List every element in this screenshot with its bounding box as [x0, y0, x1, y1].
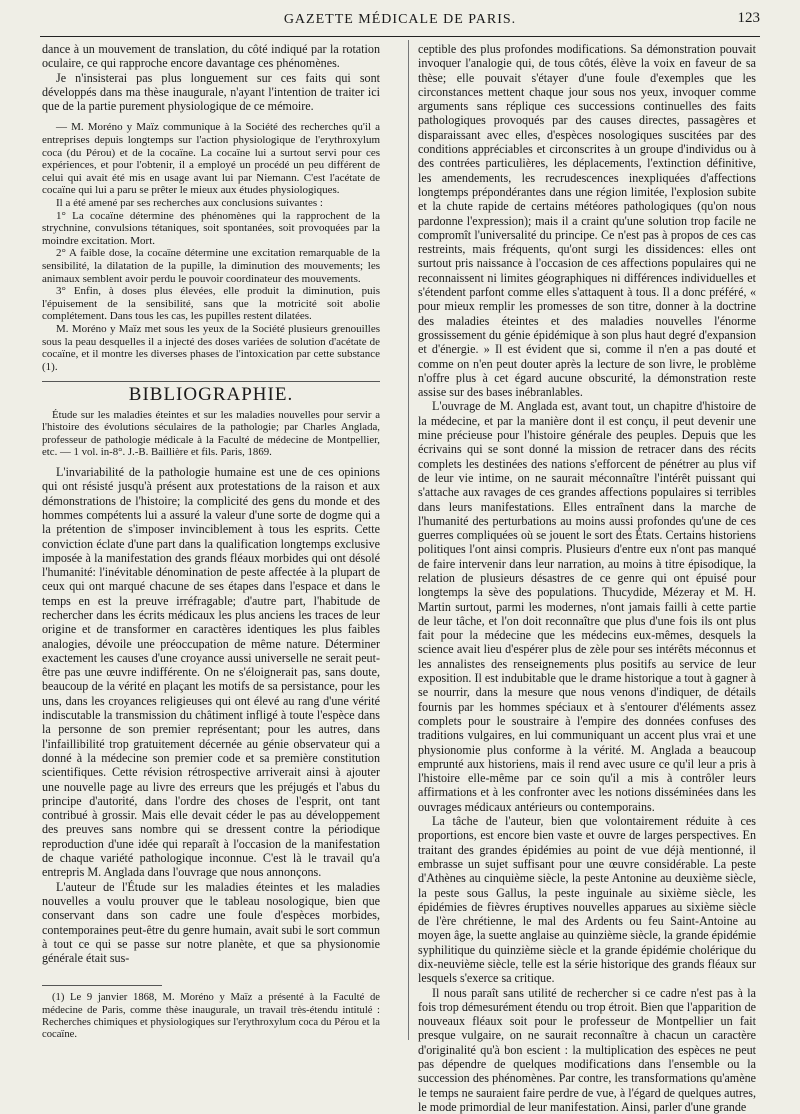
page-header — [40, 8, 760, 37]
page-number: 123 — [737, 10, 760, 26]
paragraph: L'ouvrage de M. Anglada est, avant tout, un chapitre d'histoire de la médecine, et par la manière dont il est conçu, il peut devenir une mine précieuse pour l'histoire générale des peuples. Depuis que les écrivains qui se sont donné la mission de retracer dans des récits complets les destinées des nations s'efforcent de pénétrer au plus vif de leur vie intime, on ne saurait méconnaître l'intérêt puissant qui s'attache aux ravages de ces grandes affections populaires si terribles dans leurs manifestations. Elles entraînent dans la marche de l'humanité des perturbations au moins aussi profondes qu'une de ces guerres compliquées où se jouent le sort des États. Certains historiens politiques l'ont ainsi compris. Plusieurs d'entre eux n'ont pas manqué de faire intervenir dans leur narration, au moins à titre épisodique, la relation de plusieurs désastres de ce genre qui ont épuisé pour longtemps la sève des populations. Thucydide, Mézeray et M. H. Martin surtout, parmi les modernes, n'ont jamais failli à cette partie de leur tâche, et l'on doit reconnaître que plus d'une fois ils ont plus fait pour la médecine que les médecins eux-mêmes, desquels la science avait lieu d'espérer plus de zèle pour ses intérêts méconnus et les annalistes des renseignements plus positifs au service de leur exposition. Il est indubitable que le drame historique a tout à gagner à se nourrir, dans la mesure que nous venons d'indiquer, de détails fournis par les hommes spéciaux et à s'entourer d'éléments assez complets pour le soustraire à l'empire des données confuses des traditions vulgaires, en lui communiquant un accent plus vrai et une physionomie plus conforme à la vérité. M. Anglada a beaucoup emprunté aux historiens, mais il rend avec usure ce qu'il leur a pris à l'histoire elle-même par ce soin qu'il a mis à contrôler leurs affirmations et à les confronter avec les notions disséminées dans les ouvrages médicaux antérieurs ou contemporains. — [418, 399, 756, 814]
paragraph: L'auteur de l'Étude sur les maladies éteintes et les maladies nouvelles a voulu prouver que le tableau nosologique, bien que conservant dans son cadre une foule d'espèces morbides, contemporaines peut-être du genre humain, avait subi le sort commun à tout ce qui se passe sur notre planète, et que sa physionomie générale était sus- — [42, 879, 380, 966]
column-divider — [408, 40, 409, 1040]
paragraph: Il nous paraît sans utilité de rechercher si ce cadre n'est pas à la fois trop démesurément étendu ou trop étroit. Bien que l'apparition de nouveaux fléaux soit pour le professeur de Montpellier un fait presque vulgaire, on ne saurait reconnaître à chacun un caractère d'originalité qu'à bon escient : la multiplication des espèces ne peut pas dépendre de quelques modifications dans l'ensemble ou la succession des phénomènes. Par contre, les transformations qu'amène le temps ne sauraient faire perdre de vue, à l'égard de quelques autres, le mode primordial de leur manifestation. Ainsi, parler d'une grande — [418, 985, 756, 1114]
conclusion-2: 2° A faible dose, la cocaïne détermine une excitation remarquable de la sensibilité, la dilatation de la pupille, la diminution des mouvements; les animaux semblent avoir perdu le pouvoir coordinateur des mouvements. — [42, 247, 380, 285]
paragraph: M. Moréno y Maïz met sous les yeux de la Société plusieurs grenouilles sous la peau desquelles il a injecté des doses variées de solution d'acétate de cocaïne, et il montre les diverses phases de l'intoxication par cette substance (1). — [42, 322, 380, 373]
book-reference: Étude sur les maladies éteintes et sur les maladies nouvelles pour servir a l'histoire des évolutions séculaires de la pathologie; par Charles Anglada, professeur de pathologie médicale à la Faculté de médecine de Montpellier, etc. — 1 vol. in-8°. J.-B. Baillière et fils. Paris, 1869. — [42, 408, 380, 459]
footnote: (1) Le 9 janvier 1868, M. Moréno y Maïz a présenté à la Faculté de médecine de Paris, comme thèse inaugurale, un travail très-étendu intitulé : Recherches chimiques et physiologiques sur l'erythroxylum coca du Pérou et la cocaïne. — [42, 992, 380, 1041]
bibliography-section — [42, 381, 380, 459]
conclusion-3: 3° Enfin, à doses plus élevées, elle produit la diminution, puis l'épuisement de la sensibilité, sans que la motricité soit abolie complétement. Dans tous les cas, les pupilles restent dilatées. — [42, 285, 380, 323]
paragraph: Il a été amené par ses recherches aux conclusions suivantes : — [56, 197, 323, 210]
right-column — [418, 42, 756, 1114]
paragraph: ceptible des plus profondes modifications. Sa démonstration pouvait invoquer l'analogie qui, de tous côtés, élève la voix en faveur de sa thèse; elle pouvait s'étayer d'une foule d'exemples que les circonstances mettent chaque jour sous nos yeux, invoquer comme arguments sans réplique ces successions continuelles des faits pathologiques provoqués par des causes directes, passagères et disparaissant avec elles, d'espèces nosologiques suscitées par des conditions appréciables et circonscrites à un groupe d'individus ou à des contrées particulières, les déplacements, l'extinction définitive, les amendements, les recrudescences inexpliquées d'affections longtemps prépondérantes dans une région limitée, l'explosion subite et la chute rapide de certains météores pathologiques (qu'on nous pardonne l'expression); mais il a craint qu'une solution trop facile ne compromît l'universalité du principe. Ce n'est pas à propos de ces cas restreints, mais fréquents, qu'ont surgi les dissidences: elles ont surtout pris naissance à l'occasion de ces affections populaires qui ne reconnaissent ni limites géographiques ni différences individuelles et s'étendent parfont comme elles s'attaquent à tous. Il a donc préféré, « pour mieux remplir les promesses de son titre, donner à la doctrine des maladies éteintes et des maladies nouvelles l'énorme grossissement du génie épidémique à son plus haut degré d'expansion et d'énergie. » Il est évident que si, comme il n'en a pas douté et comme on n'en peut douter après la lecture de son livre, le problème n'offre plus à cet égard aucune obscurité, la démonstration reste assise sur des bases inébranlables. — [418, 42, 756, 400]
conclusion-1: 1° La cocaïne détermine des phénomènes qui la rapprochent de la strychnine, convulsions tétaniques, soit spontanées, soit provoquées par la moindre excitation. Mort. — [42, 209, 380, 247]
paragraph: La tâche de l'auteur, bien que volontairement réduite à ces proportions, est encore bien vaste et ouvre de larges perspectives. En traitant des grandes épidémies au point de vue déjà mentionné, il embrasse un sujet suffisant pour une œuvre considérable. La peste d'Athènes au cinquième siècle, la peste Antonine au deuxième siècle, la peste sous Gallus, la peste inguinale au sixième siècle, les épidémies de fièvres éruptives nouvelles apparues au sixième siècle de l'ère chrétienne, le mal des Ardents ou feu Saint-Antoine au moyen âge, la suette anglaise au quinzième siècle, la grande épidémie syphilitique du quinzième siècle et la grande épidémie cholérique du dix-neuvième siècle, telle est la série historique des grands fléaux sur lesquels s'exerce sa critique. — [418, 814, 756, 986]
section-title: BIBLIOGRAPHIE. — [128, 384, 294, 406]
left-column — [42, 42, 380, 1041]
paragraph: L'invariabilité de la pathologie humaine est une de ces opinions qui ont résisté jusqu'à présent aux protestations de la raison et aux démonstrations de l'histoire; la complicité des gens du monde et des hommes compétents lui a assuré la valeur d'une sorte de dogme qui a la prétention de s'imposer invinciblement à tous les esprits. Cette conviction éclate d'une part dans la qualification longtemps exclusive imposée à la manifestation des grands fléaux morbides qui ont désolé l'humanité: l'inévitable dénomination de peste affectée à la plupart de ceux qui ont marqué chacune de ses étapes dans l'espace et dans le temps en est la preuve irréfragable; d'autre part, l'habitude de rechercher dans les écrits médicaux les plus anciens les traces de leur origine et de transformer en caractères identiques les plus faibles analogies, dévoile une préoccupation de même nature. Déterminer exactement les causes d'une croyance aussi universelle ne serait peut-être pas une œuvre indifférente. On ne s'éloignerait pas, sans doute, beaucoup de la vérité en plaçant les motifs de sa persistance, pour les uns, dans les croyances religieuses qui ont élevé au rang d'une vérité indiscutable la transmission du châtiment infligé à toute l'espèce dans la personne de son premier représentant; pour les autres, dans l'infaillibilité trop gratuitement décernée au génie observateur qui a donné à la médecine son premier code et sa première constitution scientifiques. Cette révision rétrospective arriverait ainsi à ajouter une nouvelle page au livre des erreurs que les préjugés et l'abus du principe d'autorité, dans l'ordre des choses de l'esprit, ont tant contribué à grossir. Mais elle devait céder le pas au développement des preuves sans nombre qui se dressent contre la périodique reproduction d'une idée qui reparaît à l'occasion de la manifestation de chaque variété pathologique inconnue. C'est là le travail qu'a entrepris M. Anglada dans l'ouvrage que nous annonçons. — [42, 465, 380, 880]
paragraph: Je n'insisterai pas plus longuement sur ces faits qui sont développés dans ma thèse inaugurale, n'ayant l'intention de traiter ici que de la partie purement physiologique de ce mémoire. — [42, 70, 380, 114]
journal-title: GAZETTE MÉDICALE DE PARIS. — [283, 12, 517, 27]
society-report: — M. Moréno y Maïz communique à la Société des recherches qu'il a entreprises depuis longtemps sur l'action physiologique de l'erythroxylum coca (du Pérou) et de la cocaïne. La cocaïne lui a surtout servi pour ces expériences, et pour l'obtenir, il a employé un procédé un peu différent de celui qui avait été mis en usage avant lui par Niemann. C'est l'acétate de cocaïne qui lui a paru se prêter le mieux aux études physiologiques. — [42, 121, 380, 197]
paragraph: dance à un mouvement de translation, du côté indiqué par la rotation oculaire, ce qui rapproche encore davantage ces phénomènes. — [42, 42, 380, 71]
footnote-rule — [42, 985, 162, 986]
